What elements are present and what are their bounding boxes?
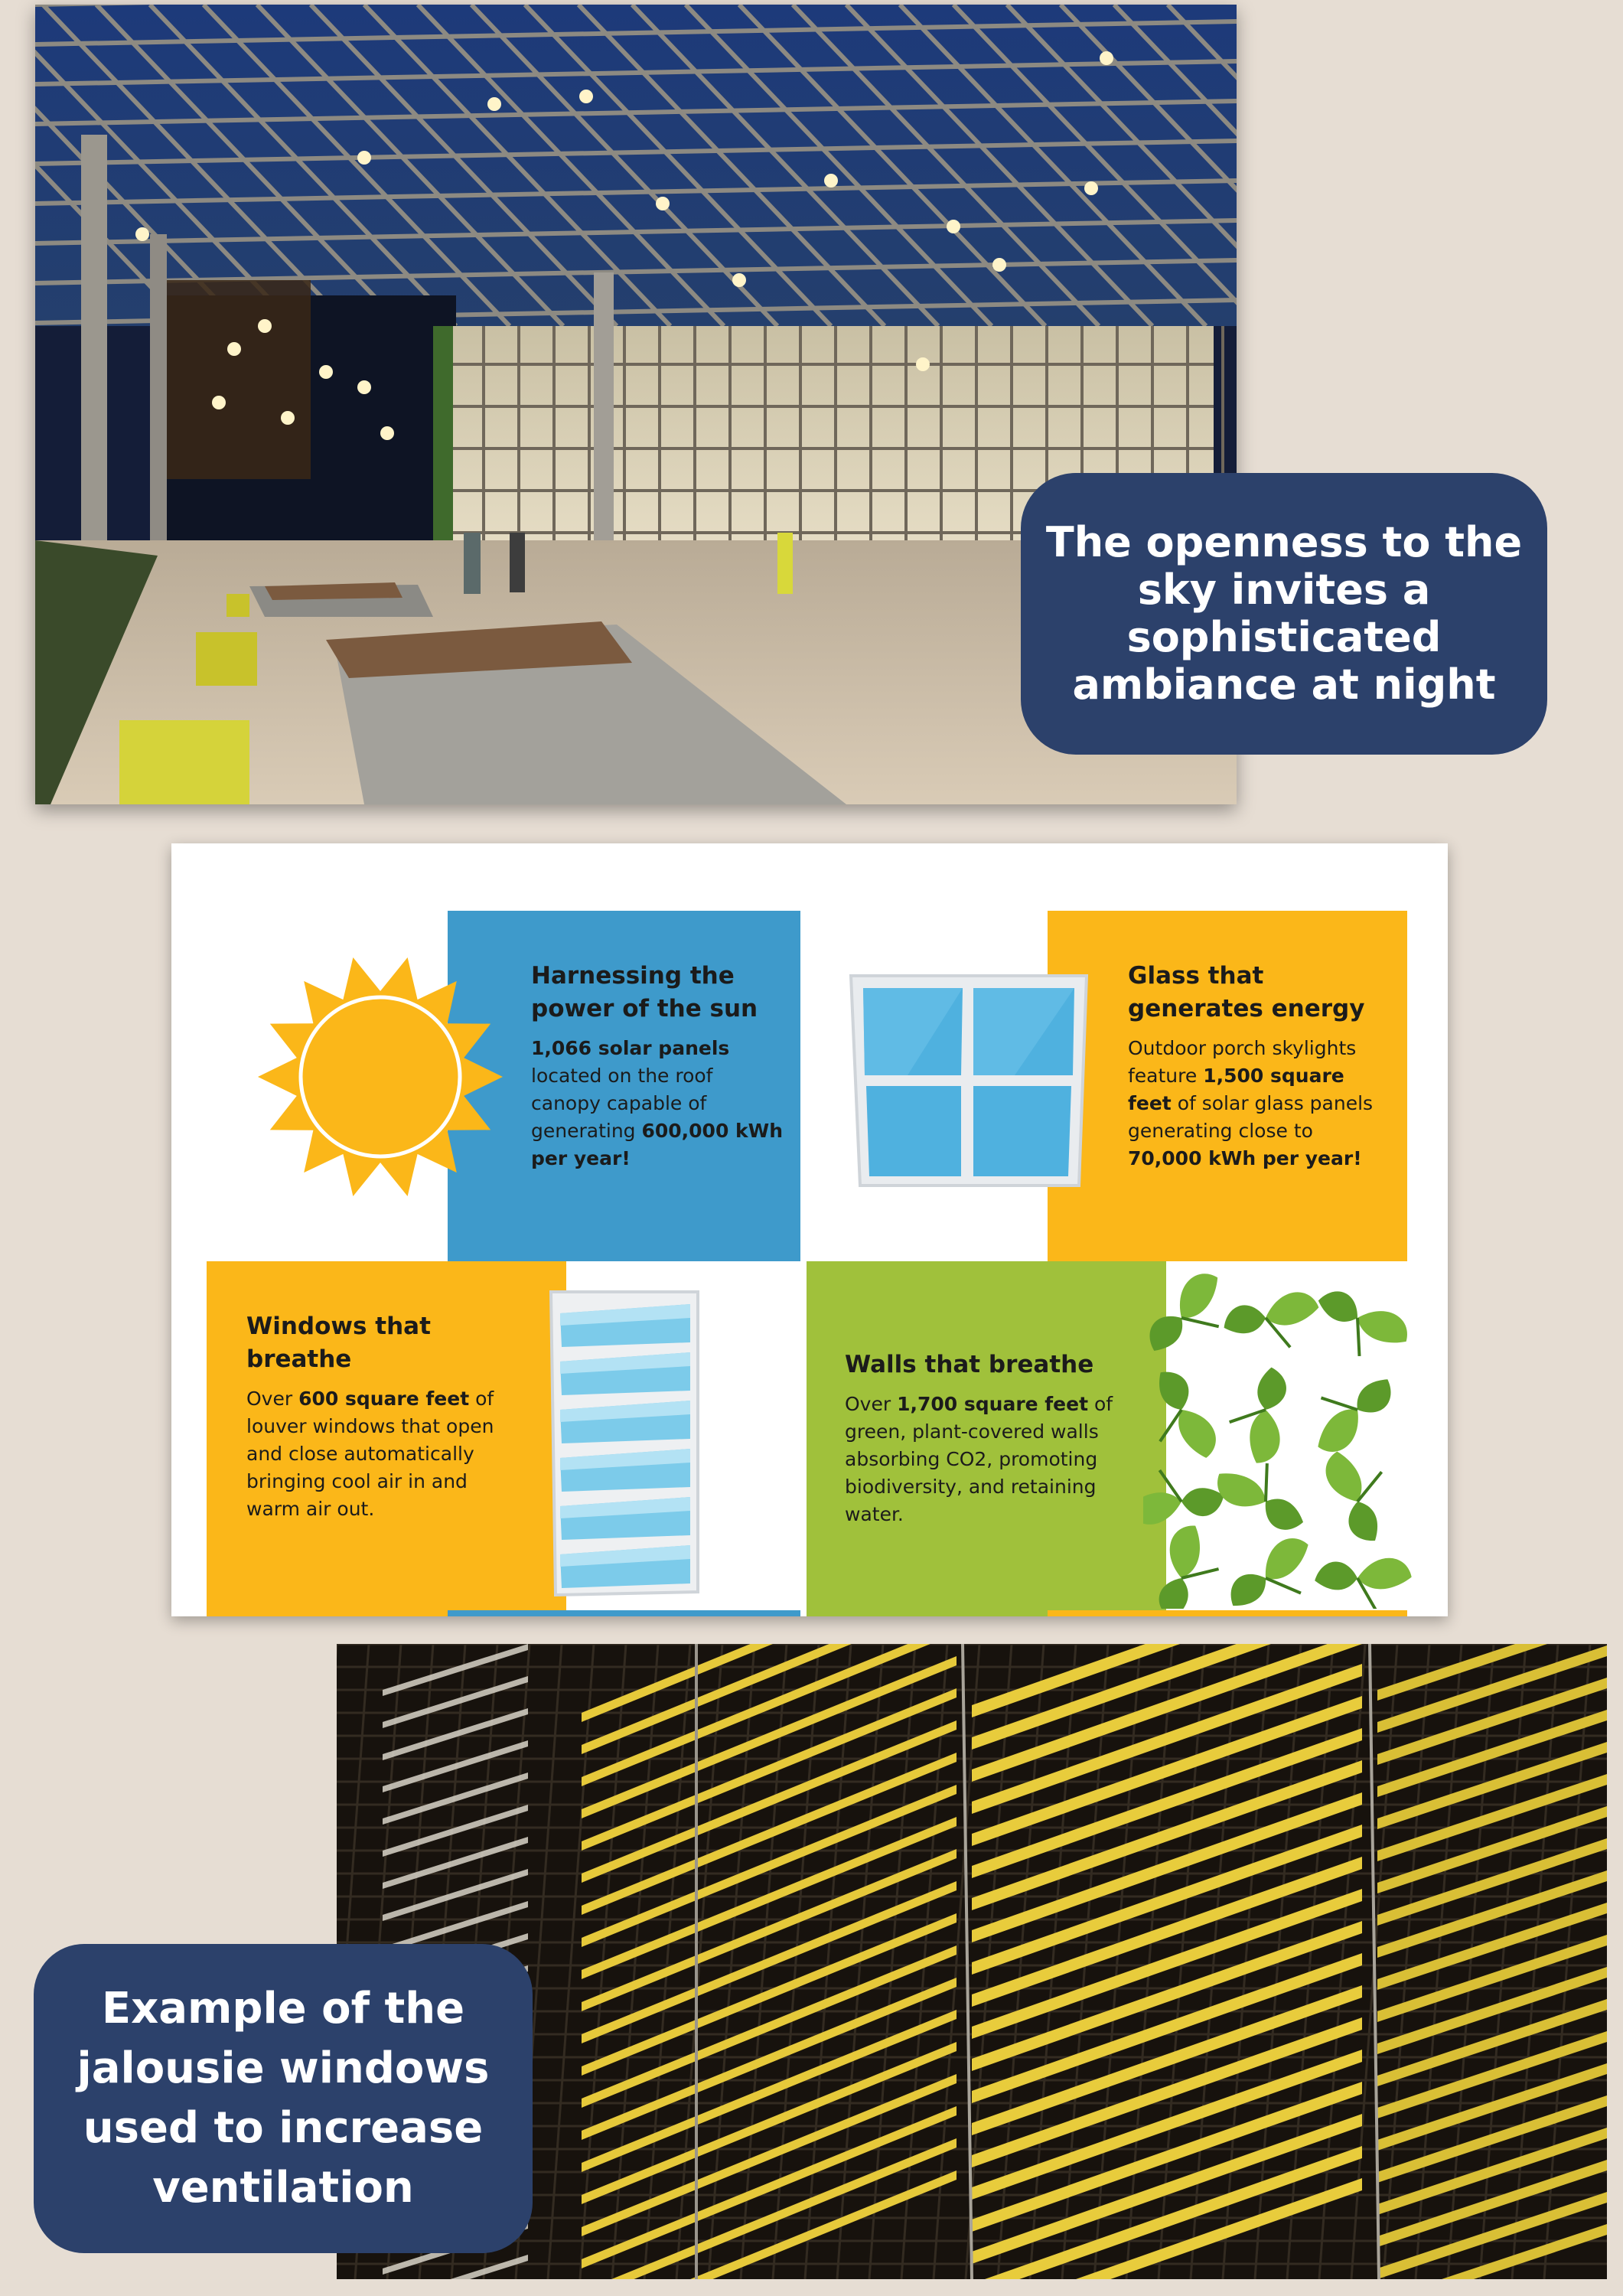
walls-block-title: Walls that breathe	[845, 1351, 1094, 1378]
sun-block-title: Harnessing the power of the sun	[531, 962, 758, 1022]
sun-icon	[254, 951, 507, 1203]
glass-block-body: Outdoor porch skylights feature 1,500 square feet of solar glass panels generating close to 70,000 kWh per year!	[1128, 1037, 1374, 1169]
windows-block-title: Windows that breathe	[246, 1313, 431, 1373]
windows-block-text	[246, 1310, 522, 1523]
callout-night-ambiance	[1021, 473, 1547, 755]
blue-stripe	[448, 1610, 800, 1616]
callout-jalousie	[34, 1944, 533, 2253]
glass-block-text	[1128, 960, 1392, 1172]
leaves-icon	[1143, 1272, 1419, 1609]
infographic-card	[171, 843, 1448, 1616]
glass-block-title: Glass that generates energy	[1128, 962, 1365, 1022]
sun-block-body: 1,066 solar panels located on the roof canopy capable of generating 600,000 kWh per year!	[531, 1037, 784, 1169]
walls-block-body: Over 1,700 square feet of green, plant-covered walls absorbing CO2, promoting biodiversity, and retaining water.	[845, 1393, 1113, 1525]
callout-night-ambiance-text: The openness to the sky invites a sophisticated ambiance at night	[1045, 518, 1523, 709]
walls-block-text	[845, 1349, 1120, 1528]
window-icon	[846, 970, 1091, 1192]
windows-block-body: Over 600 square feet of louver windows that open and close automatically bringing cool air in and warm air out.	[246, 1388, 494, 1520]
callout-jalousie-text: Example of the jalousie windows used to increase ventilation	[77, 1984, 490, 2213]
orange-stripe	[1048, 1610, 1407, 1616]
louver-window-icon	[540, 1287, 706, 1600]
sun-block-text	[531, 960, 784, 1172]
